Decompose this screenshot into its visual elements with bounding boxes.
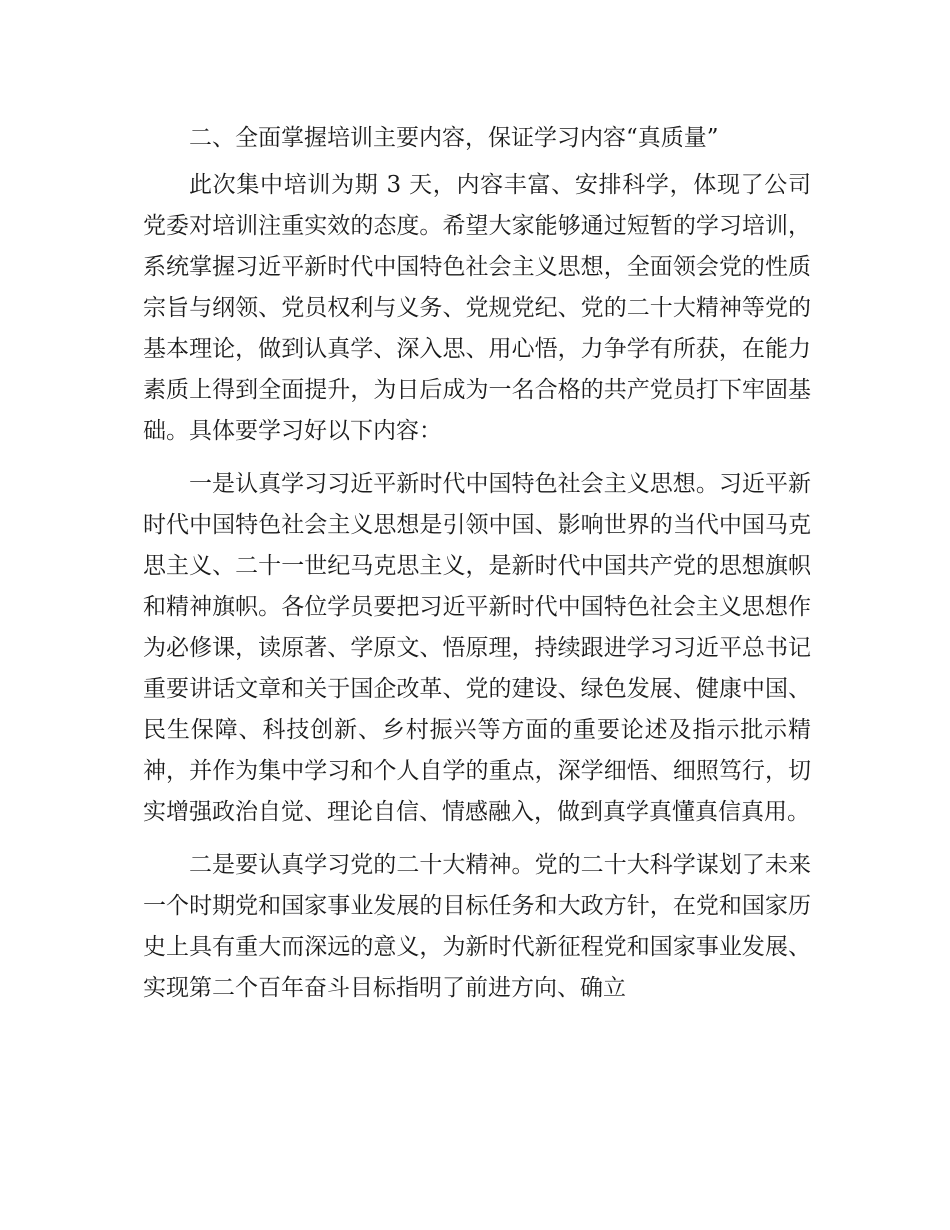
paragraph-intro: 此次集中培训为期 3 天，内容丰富、安排科学，体现了公司党委对培训注重实效的态度。希望大家能够通过短暂的学习培训，系统掌握习近平新时代中国特色社会主义思想，全面领会党的性质宗旨与纲领、党员权利与义务、党规党纪、党的二十大精神等党的基本理论，做到认真学、深入思、用心悟，力争学有所获，在能力素质上得到全面提升，为日后成为一名合格的共产党员打下牢固基础。具体要学习好以下内容： — [143, 172, 811, 444]
document-body — [143, 118, 811, 1021]
section-heading: 二、全面掌握培训主要内容，保证学习内容“真质量” — [189, 125, 719, 151]
paragraph-point-two: 二是要认真学习党的二十大精神。党的二十大科学谋划了未来一个时期党和国家事业发展的目标任务和大政方针，在党和国家历史上具有重大而深远的意义，为新时代新征程党和国家事业发展、实现第二个百年奋斗目标指明了前进方向、确立 — [143, 852, 811, 1001]
paragraph-point-one: 一是认真学习习近平新时代中国特色社会主义思想。习近平新时代中国特色社会主义思想是引领中国、影响世界的当代中国马克思主义、二十一世纪马克思主义，是新时代中国共产党的思想旗帜和精神旗帜。各位学员要把习近平新时代中国特色社会主义思想作为必修课，读原著、学原文、悟原理，持续跟进学习习近平总书记重要讲话文章和关于国企改革、党的建设、绿色发展、健康中国、民生保障、科技创新、乡村振兴等方面的重要论述及指示批示精神，并作为集中学习和个人自学的重点，深学细悟、细照笃行，切实增强政治自觉、理论自信、情感融入，做到真学真懂真信真用。 — [143, 471, 811, 825]
